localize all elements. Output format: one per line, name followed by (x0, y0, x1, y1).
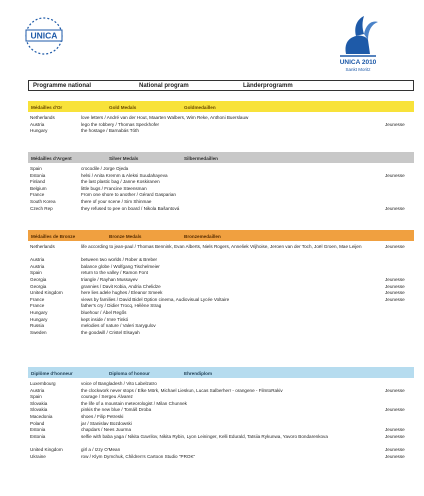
award-film: chapdars / Nees Juurma (81, 427, 132, 433)
award-country: Estonia (30, 433, 46, 439)
award-country: Slovakia (30, 400, 48, 406)
youth-tag: Jeunesse (385, 283, 405, 289)
award-film: melodies of nature / Valeri Sarygulov (81, 323, 156, 329)
youth-tag: Jeunesse (385, 447, 405, 452)
youth-tag: Jeunesse (385, 427, 405, 433)
award-film: courage / Sergeu Álvarez (81, 394, 133, 400)
award-country: Hungary (30, 316, 48, 322)
award-country: Austria (30, 121, 45, 127)
award-country: Belgium (30, 185, 47, 191)
honour-fr-label: Diplôme d'honneur (31, 370, 73, 376)
youth-tag: Jeunesse (385, 121, 405, 127)
youth-tag: Jeunesse (385, 244, 405, 249)
award-country: Georgia (30, 277, 47, 282)
honour-section-header (28, 367, 414, 378)
award-film: between two worlds / Rober & Breber (81, 257, 158, 263)
award-country: France (30, 303, 45, 309)
award-film: kept inside / Imre Tinkó (81, 316, 129, 322)
youth-tag: Jeunesse (385, 433, 405, 439)
award-country: Austria (30, 257, 45, 263)
youth-tag: Jeunesse (385, 277, 405, 282)
award-film: helsi / Anita Kremm & Aleksi Suudahayeva (81, 172, 168, 178)
award-film: father's cry / Didier Trocq, Hélène Strag (81, 303, 162, 309)
silver-fr-label: Médailles d'Argent (31, 155, 72, 161)
award-film: crocodile / Jorge Ojeda (81, 166, 129, 171)
award-film: views by families / David Bidel Option cinema, Audiovisual Lycée Voltaire (81, 296, 230, 302)
gold-section-header (28, 101, 414, 112)
unica-logo-text: UNICA (30, 30, 58, 41)
award-country: France (30, 296, 45, 302)
award-country: Estonia (30, 427, 46, 433)
award-country: South Korea (30, 199, 56, 204)
silver-section-header (28, 152, 414, 163)
award-country: Luxembourg (30, 381, 56, 386)
youth-tag: Jeunesse (385, 387, 405, 393)
youth-tag: Jeunesse (385, 296, 405, 302)
ibex-icon (326, 10, 390, 60)
award-country: Netherlands (30, 115, 55, 120)
award-film: the life of a mountain meteorologist / Milan Chunnek (81, 400, 187, 406)
award-country: Spain (30, 270, 42, 276)
unica-logo-graphic (22, 14, 66, 56)
award-country: Finland (30, 179, 46, 185)
award-country: Ukraine (30, 453, 46, 459)
honour-en-label: Diploma of honour (109, 370, 150, 376)
award-country: Spain (30, 394, 42, 400)
award-film: selfie with baba yaga / Nikita Gavrilov, Nikita Rybin, Lyon Leininger, Kelli Edurald, Tatsiia Rykunwa, Yavoro Bondarenkova (81, 433, 328, 439)
award-film: grannies / Davit Kobia, Andria Chelidze (81, 283, 161, 289)
award-country: Netherlands (30, 244, 55, 249)
youth-tag: Jeunesse (385, 290, 405, 296)
award-film: here lies adele hughes / Eleanor Smeek (81, 290, 163, 296)
youth-tag: Jeunesse (385, 407, 405, 413)
award-film: jar / Stanislav Bozdowski (81, 420, 132, 426)
award-country: France (30, 192, 45, 198)
unica-logo (22, 14, 66, 56)
gold-de-label: Goldmedaillen (184, 104, 216, 110)
award-film: there of your scene / Sim Shinmae (81, 199, 152, 204)
youth-tag: Jeunesse (385, 453, 405, 459)
gold-en-label: Gold Medals (109, 104, 137, 110)
award-film: the goodwill / Cristel Elsayah (81, 329, 140, 335)
award-film: the hostage / Barnabás Tóth (81, 128, 139, 134)
award-film: love letters / André van der Hout, Maarten Walbers, Wim Reke, Anthoni Buerslauw (81, 115, 249, 120)
award-film: the clockwork never stops / Elke Mörk, Michael Lieskun, Lucas Salberherr - orangene - FilmtoRakiv (81, 387, 283, 393)
youth-tag: Jeunesse (385, 172, 405, 178)
award-film: shoes / Filip Petreski (81, 414, 124, 419)
bronze-de-label: Bronzemedaillen (184, 233, 221, 239)
event-logo-subtitle: Sankt Moritz (345, 67, 371, 72)
program-header (28, 80, 414, 91)
award-film: the last plastic bag / Janne Koskiranen (81, 179, 160, 185)
event-logo (326, 10, 390, 74)
award-film: balance globe / Wolfgang Tischelmeier (81, 263, 160, 269)
award-country: Sweden (30, 329, 47, 335)
silver-en-label: Silver Medals (109, 155, 139, 161)
bronze-section-header (28, 230, 414, 241)
award-country: Czech Rep (30, 205, 53, 211)
honour-de-label: Ehrendiplom (184, 370, 213, 376)
award-film: they refused to pee on board / Nikola Bašantová (81, 205, 180, 211)
bronze-fr-label: Médailles de Bronze (31, 233, 76, 239)
award-country: United Kingdom (30, 447, 63, 452)
award-country: Russia (30, 323, 45, 329)
award-film: pinkis the new blue / Tomáš Droba (81, 407, 152, 413)
award-country: Austria (30, 387, 45, 393)
award-film: return to the valley / Ramon Font (81, 270, 148, 276)
award-country: Poland (30, 420, 45, 426)
bronze-en-label: Bronze Medals (109, 233, 142, 239)
award-film: triangle / Rayhan Mussayev (81, 277, 138, 282)
award-country: Slovakia (30, 407, 48, 413)
award-film: bluehour / Ábel Regős (81, 310, 127, 315)
award-country: Hungary (30, 310, 48, 315)
award-film: girl a / Izzy O'Mean (81, 447, 121, 452)
award-film: From one shore to another / Gérard Gasparian (81, 192, 176, 198)
award-country: Estonia (30, 172, 46, 178)
award-film: little bugs / Francine Steensman (81, 185, 147, 191)
award-country: Hungary (30, 128, 48, 134)
award-film: row / Klym Dymchuk, Children's Cartoon Studio "PROK" (81, 453, 196, 459)
gold-fr-label: Médailles d'Or (31, 104, 63, 110)
silver-de-label: Silbermedaillen (184, 155, 218, 161)
event-logo-title: UNICA 2010 (339, 59, 377, 66)
program-national-label: Programme national (33, 83, 92, 89)
award-film: voice of Bangladesh / Vito Labelzatro (81, 381, 157, 386)
youth-tag: Jeunesse (385, 205, 405, 211)
award-film: lego the robbery / Thomas Speckhofer (81, 121, 160, 127)
award-country: Austria (30, 263, 45, 269)
award-country: Macedonia (30, 414, 53, 419)
award-country: Spain (30, 166, 42, 171)
program-national-en-label: National program (139, 83, 189, 89)
award-country: United Kingdom (30, 290, 63, 296)
award-film: life according to jean-paul / Thomas Bennink, Evan Alberts, Niels Rogers, Anneliek Vrijhoise, Jeroen van der Toch, Joël Groen, Mae Leijen (81, 244, 362, 249)
program-national-de-label: Länderprogramm (243, 83, 293, 89)
award-country: Georgia (30, 283, 47, 289)
